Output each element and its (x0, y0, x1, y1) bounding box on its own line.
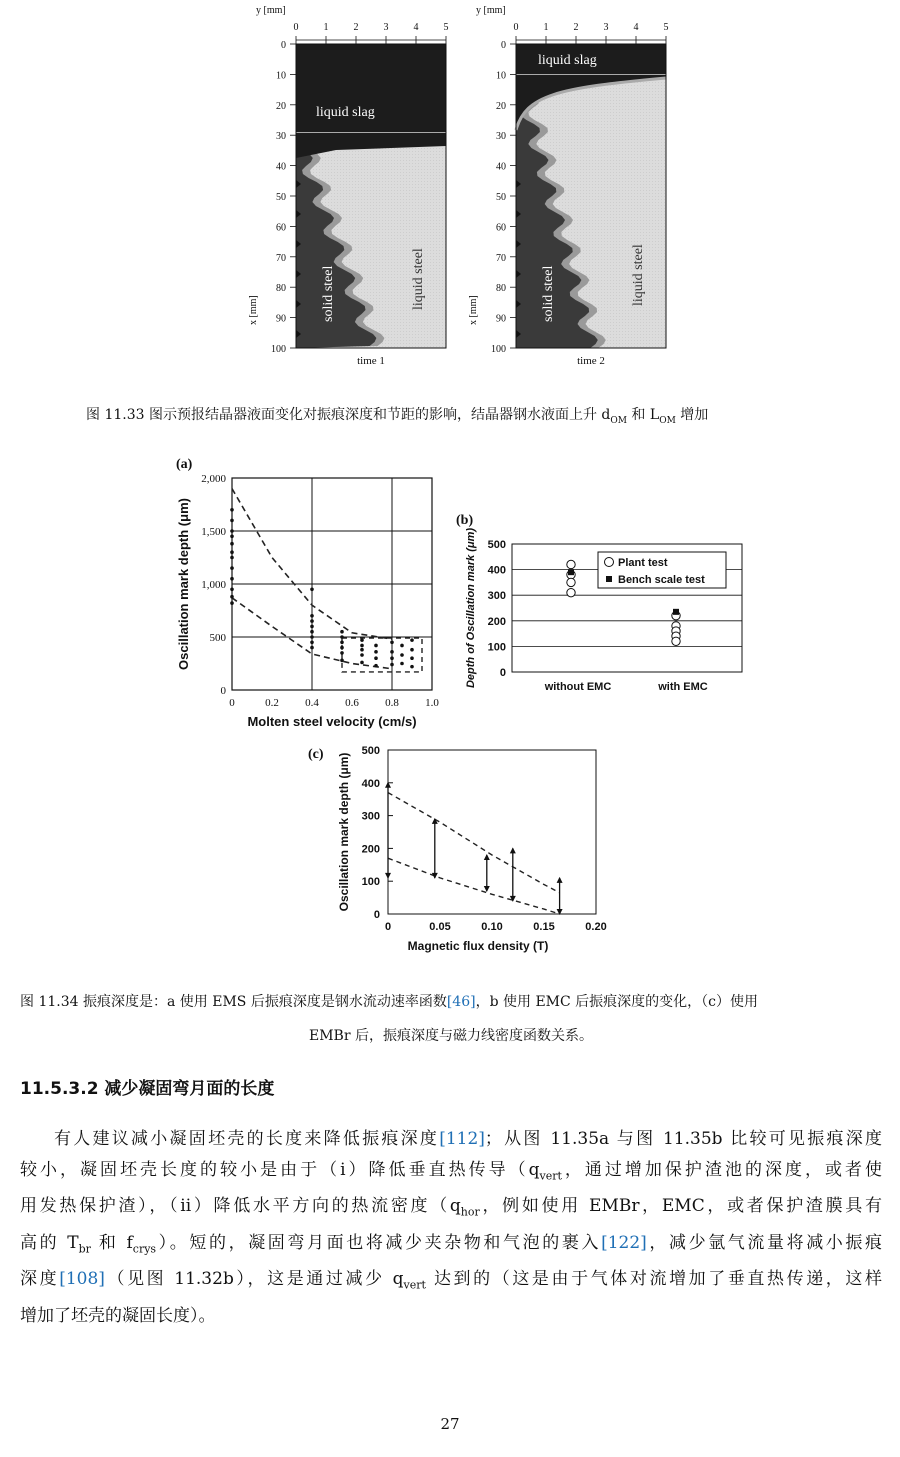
x-tick-label: 20 (276, 100, 286, 112)
y-tick-label: 0 (373, 909, 380, 921)
panel-time-label: time 1 (357, 355, 385, 367)
body-text: ，通过增加保护渣池的深度，或者使 (561, 1160, 882, 1180)
range-arrow-up (557, 877, 563, 883)
subscript: hor (460, 1205, 480, 1219)
citation-link[interactable]: [112] (439, 1129, 485, 1149)
range-arrow-down (385, 873, 391, 879)
y-tick-label: 300 (487, 590, 506, 603)
x-tick-label: 0 (501, 40, 506, 51)
y-tick-label: 100 (487, 641, 506, 654)
x-tick-label: 60 (496, 222, 506, 234)
data-point (230, 566, 234, 570)
data-point (374, 664, 378, 668)
y-tick-label: 3 (603, 22, 609, 33)
y-axis-label: y [mm] (256, 5, 286, 16)
y-tick-label: 500 (209, 632, 226, 644)
plant-test-point (567, 560, 575, 568)
data-point (230, 519, 234, 523)
x-tick-label: 90 (496, 313, 506, 325)
x-tick-label: 0.10 (481, 921, 503, 933)
plant-test-point (567, 578, 575, 586)
data-point (374, 644, 378, 648)
data-point (230, 508, 234, 512)
data-point (400, 662, 404, 666)
y-axis-label: Depth of Oscillation mark (μm) (465, 527, 477, 689)
citation-link[interactable]: [108] (59, 1269, 105, 1290)
caption-text: 图 11.34 振痕深度是：a 使用 EMS 后振痕深度是钢水流动速率函数 (20, 994, 447, 1010)
y-tick-label: 5 (663, 22, 669, 33)
x-tick-label: 50 (496, 192, 506, 203)
caption-text: 和 L (626, 407, 660, 423)
liquid-slag-label: liquid slag (316, 105, 375, 120)
body-text: ，减少氩气流量将减小振痕 (646, 1232, 883, 1253)
panel-time-label: time 2 (577, 355, 605, 367)
body-text: 较小，凝固坯壳长度的较小是由于（i）降低垂直热传导（q (20, 1160, 540, 1180)
section-heading: 11.5.3.2 减少凝固弯月面的长度 (20, 1079, 275, 1099)
panel-label: (c) (308, 747, 324, 762)
x-tick-label: 80 (276, 283, 286, 295)
x-tick-label: 0.05 (429, 921, 451, 933)
caption-subscript: OM (659, 415, 676, 426)
x-axis-label: Molten steel velocity (cm/s) (247, 714, 417, 729)
x-tick-label: 10 (276, 70, 286, 82)
y-tick-label: 500 (361, 745, 380, 757)
data-point (360, 644, 364, 648)
y-tick-label: 500 (487, 539, 506, 551)
x-axis-label: Magnetic flux density (T) (407, 939, 549, 953)
liquid-slag-label: liquid slag (538, 53, 597, 68)
x-tick-label: 0.15 (533, 921, 555, 933)
liquid-steel-label: liquid steel (411, 248, 426, 310)
data-point (230, 577, 234, 581)
x-category-label: without EMC (544, 681, 612, 693)
y-tick-label: 4 (633, 22, 639, 33)
data-point (310, 641, 314, 645)
body-text: 有人建议减小凝固坯壳的长度来降低振痕深度 (54, 1129, 440, 1149)
x-axis-label: x [mm] (248, 295, 259, 325)
body-text: （见图 11.32b），这是通过减少 q (104, 1269, 404, 1290)
caption-text: ，b 使用 EMC 后振痕深度的变化，（c）使用 (475, 994, 758, 1010)
citation-link[interactable]: [122] (601, 1232, 647, 1253)
x-tick-label: 30 (496, 131, 506, 143)
page-number: 27 (440, 1415, 460, 1433)
body-line (20, 1124, 882, 1155)
x-tick-label: 0 (281, 40, 286, 51)
y-tick-label: 1 (323, 22, 329, 33)
data-point (340, 659, 344, 663)
trend-curve (388, 858, 560, 914)
x-category-label: with EMC (658, 681, 708, 693)
range-arrow-down (510, 896, 516, 902)
data-point (230, 601, 234, 605)
panel-label: (a) (176, 457, 193, 472)
x-tick-label: 0.6 (345, 697, 359, 709)
y-tick-label: 3 (383, 22, 389, 33)
x-tick-label: 0 (229, 697, 235, 709)
data-point (390, 650, 394, 654)
range-arrow-up (510, 847, 516, 853)
data-point (410, 638, 414, 642)
data-point (340, 641, 344, 645)
x-tick-label: 90 (276, 313, 286, 325)
x-tick-label: 70 (276, 252, 286, 264)
figure-11-33-panel-time-2 (468, 5, 669, 367)
y-tick-label: 0 (499, 667, 506, 679)
x-tick-label: 0 (384, 921, 392, 933)
y-tick-label: 0 (293, 22, 299, 33)
body-line (20, 1191, 882, 1227)
y-tick-label: 4 (413, 22, 419, 33)
figure-11-33-caption (86, 404, 886, 432)
data-point (340, 646, 344, 650)
data-point (390, 656, 394, 660)
x-tick-label: 10 (496, 70, 506, 82)
body-text: ，例如使用 EMBr，EMC，或者保护渣膜具有 (479, 1196, 882, 1217)
solid-steel-label: solid steel (541, 265, 556, 322)
x-tick-label: 50 (276, 192, 286, 203)
y-axis-label: Oscillation mark depth (μm) (337, 752, 351, 912)
x-tick-label: 0.8 (385, 697, 399, 709)
x-tick-label: 0.20 (585, 921, 607, 933)
plant-test-point (672, 637, 680, 645)
x-tick-label: 60 (276, 222, 286, 234)
data-point (374, 656, 378, 660)
subscript: br (78, 1242, 91, 1256)
x-tick-label: 1.0 (425, 697, 439, 709)
subscript: vert (539, 1169, 562, 1183)
data-point (340, 635, 344, 639)
y-tick-label: 0 (513, 22, 519, 33)
data-point (230, 550, 234, 554)
body-text: 和 f (90, 1232, 133, 1253)
body-text: ；从图 11.35a 与图 11.35b 比较可见振痕深度 (484, 1129, 883, 1149)
data-point (340, 651, 344, 655)
legend-square-marker (606, 576, 612, 582)
solid-steel-label: solid steel (321, 265, 336, 322)
plot-frame (388, 750, 596, 914)
data-point (310, 635, 314, 639)
y-tick-label: 200 (487, 615, 506, 628)
y-tick-label: 300 (361, 810, 380, 823)
x-tick-label: 30 (276, 131, 286, 143)
x-tick-label: 70 (496, 252, 506, 264)
body-text: 达到的（这是由于气体对流增加了垂直热传递，这样 (425, 1269, 882, 1290)
data-point (310, 619, 314, 623)
legend-circle-marker (605, 558, 614, 567)
body-line (20, 1264, 882, 1300)
x-tick-label: 80 (496, 283, 506, 295)
range-arrow-down (432, 873, 438, 879)
y-tick-label: 0 (220, 685, 226, 697)
data-point (410, 665, 414, 669)
body-text: 深度 (20, 1269, 60, 1290)
data-point (230, 529, 234, 533)
caption-subscript: OM (610, 415, 627, 426)
body-text: 用发热保护渣），（ii）降低水平方向的热流密度（q (20, 1196, 461, 1217)
y-axis-label: y [mm] (476, 5, 506, 16)
data-point (410, 648, 414, 652)
data-point (310, 588, 314, 592)
body-text: 高的 T (20, 1232, 79, 1253)
figure-11-34-caption (20, 985, 882, 1053)
data-point (410, 656, 414, 660)
y-tick-label: 1,500 (201, 526, 226, 538)
data-point (374, 650, 378, 654)
chart-b (456, 513, 742, 693)
data-point (230, 556, 234, 560)
figure-11-33-panel-time-1 (248, 5, 449, 367)
x-tick-label: 40 (276, 161, 286, 173)
figure-11-34 (0, 440, 900, 970)
body-line (20, 1228, 882, 1264)
body-text: ）。短的，凝固弯月面也将减少夹杂物和气泡的裹入 (156, 1232, 602, 1253)
x-tick-label: 20 (496, 100, 506, 112)
range-arrow-down (484, 886, 490, 892)
y-tick-label: 2 (573, 22, 579, 33)
body-paragraph (20, 1124, 882, 1332)
data-point (310, 625, 314, 629)
caption-text: 图 11.33 图示预报结晶器液面变化对振痕深度和节距的影响，结晶器钢水液面上升 d (86, 407, 611, 423)
bench-test-point (673, 609, 679, 615)
range-arrow-up (484, 854, 490, 860)
caption-text: 增加 (675, 407, 709, 423)
data-point (360, 653, 364, 657)
liquid-steel-label: liquid steel (631, 244, 646, 306)
y-tick-label: 200 (361, 843, 380, 856)
plant-test-point (567, 588, 575, 596)
x-tick-label: 100 (271, 344, 286, 355)
figure-11-33 (0, 0, 900, 380)
y-tick-label: 2,000 (201, 473, 226, 485)
caption-line-2: EMBr 后，振痕深度与磁力线密度函数关系。 (309, 1028, 593, 1044)
x-axis-label: x [mm] (468, 295, 479, 325)
panel-label: (b) (456, 513, 474, 528)
data-point (230, 595, 234, 599)
legend-label: Bench scale test (618, 574, 705, 586)
caption-line-1 (20, 985, 882, 1019)
x-tick-label: 40 (496, 161, 506, 173)
data-point (310, 630, 314, 634)
body-line (20, 1155, 882, 1191)
x-tick-label: 0.4 (305, 697, 319, 709)
y-tick-label: 2 (353, 22, 359, 33)
body-line: 增加了坯壳的凝固长度）。 (20, 1305, 216, 1326)
y-tick-label: 1,000 (201, 579, 226, 591)
x-tick-label: 0.2 (265, 697, 279, 709)
data-point (340, 630, 344, 634)
y-tick-label: 1 (543, 22, 549, 33)
data-point (400, 653, 404, 657)
citation-link[interactable]: [46] (446, 994, 476, 1010)
data-point (360, 661, 364, 665)
subscript: crys (132, 1242, 157, 1256)
data-point (230, 588, 234, 592)
chart-a (176, 457, 439, 729)
y-tick-label: 400 (487, 564, 506, 577)
trend-curve (388, 793, 560, 893)
y-tick-label: 5 (443, 22, 449, 33)
data-point (400, 644, 404, 648)
bench-test-point (568, 569, 574, 575)
data-point (390, 663, 394, 667)
y-tick-label: 400 (361, 777, 380, 790)
data-point (230, 542, 234, 546)
envelope-box (342, 638, 422, 672)
subscript: vert (403, 1278, 426, 1292)
chart-c (308, 745, 607, 953)
data-point (230, 535, 234, 539)
data-point (390, 641, 394, 645)
y-tick-label: 100 (361, 876, 380, 889)
x-tick-label: 100 (491, 344, 506, 355)
data-point (310, 614, 314, 618)
y-axis-label: Oscillation mark depth (μm) (176, 498, 191, 670)
legend-label: Plant test (618, 557, 668, 569)
data-point (310, 646, 314, 650)
data-point (360, 638, 364, 642)
data-point (360, 648, 364, 652)
